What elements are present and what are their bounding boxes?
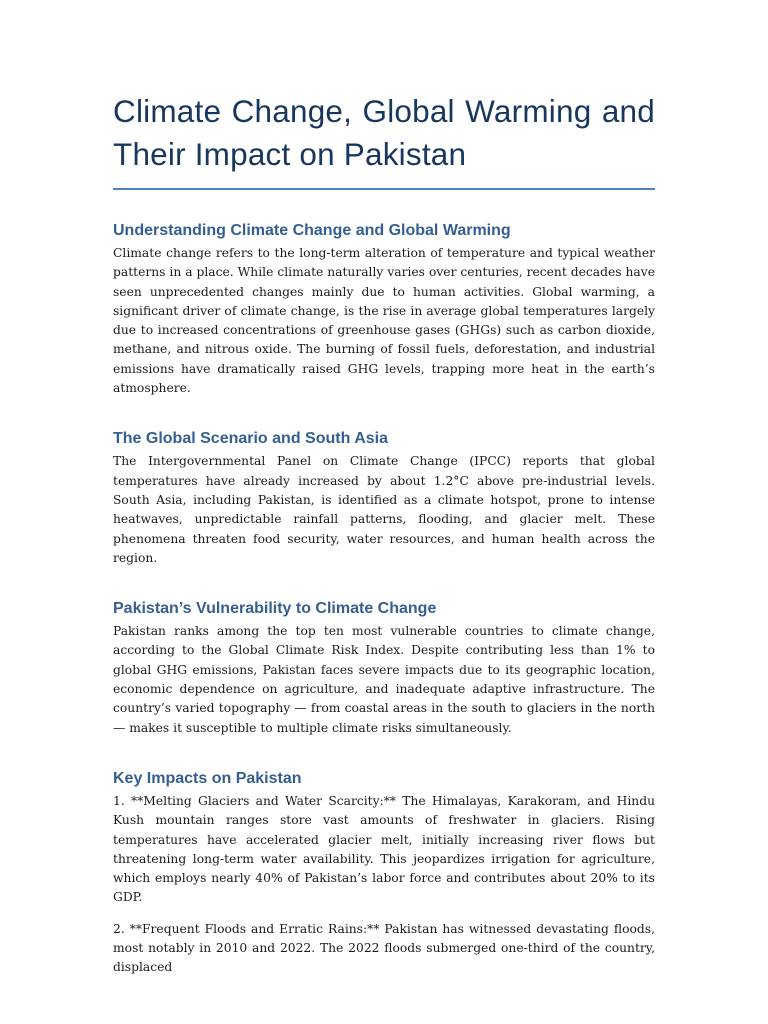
section-global-scenario [113,428,655,568]
section-heading: Key Impacts on Pakistan [113,769,302,787]
section-paragraph: 2. **Frequent Floods and Erratic Rains:** Pakistan has witnessed devastating floods, most notably in 2010 and 2022. The 2022 floods submerged one-third of the country, displaced [113,921,655,975]
section-key-impacts [113,768,655,978]
document-title: Climate Change, Global Warming and Their Impact on Pakistan [113,93,655,172]
document-page [113,0,655,1024]
section-paragraph: Climate change refers to the long-term alteration of temperature and typical weather patterns in a place. While climate naturally varies over centuries, recent decades have seen unprecedented changes mainly due to human activities. Global warming, a significant driver of climate change, is the rise in average global temperatures largely due to increased concentrations of greenhouse gases (GHGs) such as carbon dioxide, methane, and nitrous oxide. The burning of fossil fuels, deforestation, and industrial emissions have dramatically raised GHG levels, trapping more heat in the earth’s atmosphere. [113,246,655,396]
section-paragraph: 1. **Melting Glaciers and Water Scarcity:** The Himalayas, Karakoram, and Hindu Kush mountain ranges store vast amounts of freshwater in glaciers. Rising temperatures have accelerated glacier melt, initially increasing river flows but threatening long-term water availability. This jeopardizes irrigation for agriculture, which employs nearly 40% of Pakistan’s labor force and contributes about 20% to its GDP. [113,793,655,905]
section-heading: The Global Scenario and South Asia [113,430,389,448]
section-paragraph: The Intergovernmental Panel on Climate Change (IPCC) reports that global temperatures have already increased by about 1.2°C above pre-industrial levels. South Asia, including Pakistan, is identified as a climate hotspot, prone to intense heatwaves, unpredictable rainfall patterns, flooding, and glacier melt. These phenomena threaten food security, water resources, and human health across the region. [113,454,655,565]
section-understanding-climate-change [113,220,655,398]
section-heading: Pakistan’s Vulnerability to Climate Change [113,600,437,618]
section-paragraph: Pakistan ranks among the top ten most vulnerable countries to climate change, according to the Global Climate Risk Index. Despite contributing less than 1% to global GHG emissions, Pakistan faces severe impacts due to its geographic location, economic dependence on agriculture, and inadequate adaptive infrastructure. The country’s varied topography — from coastal areas in the south to glaciers in the north — makes it susceptible to multiple climate risks simultaneously. [113,624,655,735]
paragraph-spacer [113,908,655,920]
title-underline-rule [113,188,655,190]
section-pakistan-vulnerability [113,598,655,738]
section-heading: Understanding Climate Change and Global Warming [113,222,511,239]
